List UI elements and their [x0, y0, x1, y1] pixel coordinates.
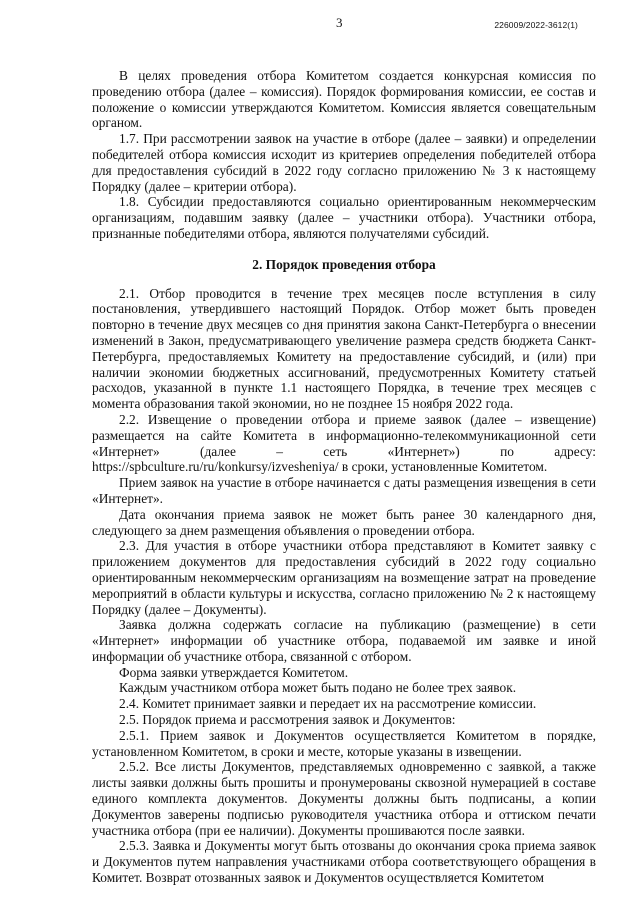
paragraph-commission: В целях проведения отбора Комитетом создается конкурсная комиссия по проведению отбора (далее – комиссия). Порядок формирования комиссии, ее состав и положение о комиссии утверждаются Комитетом. Комиссия является совещательным органом.: [92, 68, 596, 131]
paragraph-2-5-3: 2.5.3. Заявка и Документы могут быть отозваны до окончания срока приема заявок и Документов путем направления участниками отбора соответствующего обращения в Комитет. Возврат отозванных заявок и Документов осуществляется Комитетом: [92, 838, 596, 886]
paragraph-acceptance-end: Дата окончания приема заявок не может быть ранее 30 календарного дня, следующего за днем размещения объявления о проведении отбора.: [92, 506, 596, 538]
document-body: [92, 68, 596, 886]
paragraph-acceptance-start: Прием заявок на участие в отборе начинается с даты размещения извещения в сети «Интернет».: [92, 475, 596, 506]
paragraph-1-8: 1.8. Субсидии предоставляются социально ориентированным некоммерческим организациям, подавшим заявку (далее – участники отбора). Участники отбора, признанные победителями отбора, являются получателями субсидий.: [92, 194, 596, 241]
paragraph-2-4: 2.4. Комитет принимает заявки и передает их на рассмотрение комиссии.: [119, 696, 537, 712]
document-reference: 226009/2022-3612(1): [494, 20, 578, 30]
paragraph-form: Форма заявки утверждается Комитетом.: [119, 664, 349, 680]
paragraph-2-5-1: 2.5.1. Прием заявок и Документов осуществляется Комитетом в порядке, установленном Комитетом, в сроки и месте, которые указаны в извещении.: [92, 727, 596, 759]
paragraph-1-7: 1.7. При рассмотрении заявок на участие в отборе (далее – заявки) и определении победителей отбора комиссия исходит из критериев определения победителей отбора для предоставления субсидий в 2022 году согласно приложению № 3 к настоящему Порядку (далее – критерии отбора).: [92, 131, 596, 194]
paragraph-limit: Каждым участником отбора может быть подано не более трех заявок.: [119, 680, 517, 696]
section-title: 2. Порядок проведения отбора: [252, 256, 436, 272]
paragraph-2-5: 2.5. Порядок приема и рассмотрения заявок и Документов:: [119, 712, 456, 728]
paragraph-consent: Заявка должна содержать согласие на публикацию (размещение) в сети «Интернет» информации об участнике отбора, подаваемой им заявке и иной информации об участнике отбора, связанной с отбором.: [92, 617, 596, 664]
paragraph-2-3: 2.3. Для участия в отборе участники отбора представляют в Комитет заявку с приложением документов для предоставления субсидий в 2022 году социально ориентированным некоммерческим организациям на возмещение затрат на проведение мероприятий в области культуры и искусства, согласно приложению № 2 к настоящему Порядку (далее – Документы).: [92, 538, 596, 617]
paragraph-2-5-2: 2.5.2. Все листы Документов, представляемых одновременно с заявкой, а также листы заявки должны быть прошиты и пронумерованы сквозной нумерацией в составе единого комплекта документов. Документы должны быть подписаны, а копии Документов заверены подписью руководителя участника отбора и оттиском печати участника отбора (при ее наличии). Документы прошиваются после заявки.: [92, 759, 596, 838]
paragraph-2-1: 2.1. Отбор проводится в течение трех месяцев после вступления в силу постановления, утвердившего настоящий Порядок. Отбор может быть проведен повторно в течение двух месяцев со дня принятия закона Санкт-Петербурга о внесении изменений в Закон, предусматривающего увеличение размера средств бюджета Санкт-Петербурга, предоставляемых Комитету на предоставление субсидий, и (или) при наличии экономии бюджетных ассигнований, предусмотренных Комитету статьей расходов, указанной в пункте 1.1 настоящего Порядка, в течение трех месяцев с момента образования такой экономии, но не позднее 15 ноября 2022 года.: [92, 285, 596, 412]
paragraph-2-2: 2.2. Извещение о проведении отбора и приеме заявок (далее – извещение) размещается на сайте Комитета в информационно-телекоммуникационной сети «Интернет» (далее – сеть «Интернет») по адресу: https://spbculture.ru/ru/konkursy/izvesheniya/ в сроки, установленные Комитетом.: [92, 411, 596, 475]
page-number: 3: [336, 15, 343, 30]
